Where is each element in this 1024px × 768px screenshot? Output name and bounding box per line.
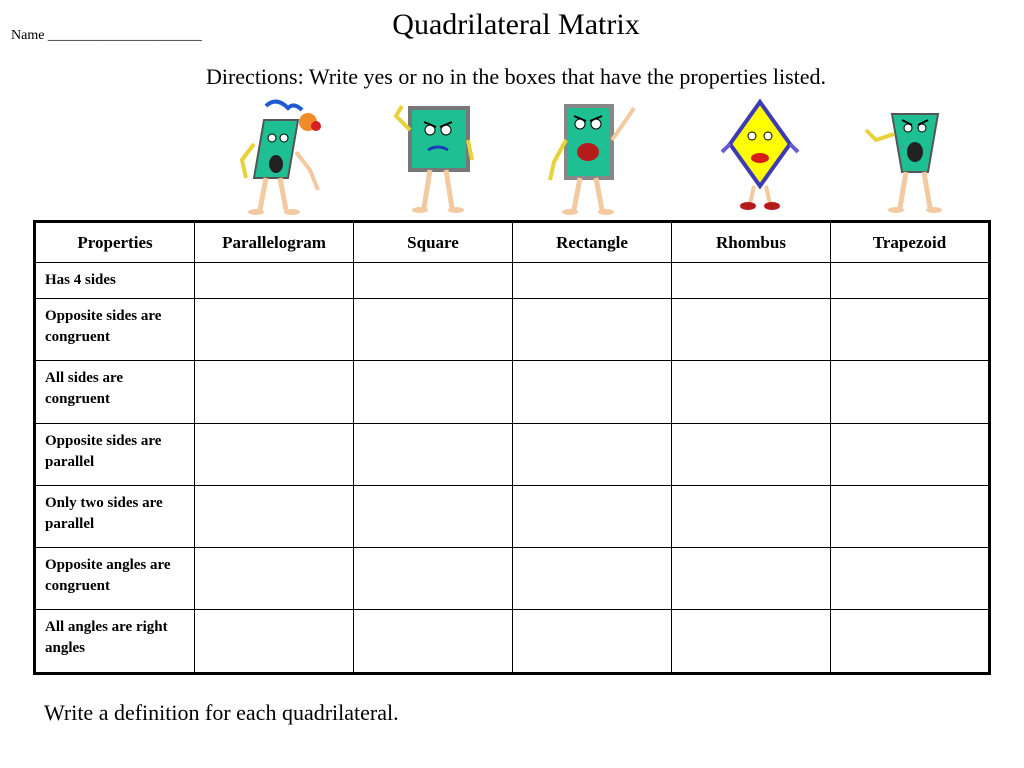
answer-cell[interactable]	[513, 548, 672, 610]
answer-cell[interactable]	[831, 361, 990, 423]
definition-prompt: Write a definition for each quadrilateral.	[44, 700, 399, 725]
column-header: Square	[354, 222, 513, 263]
parallelogram-character-icon	[236, 100, 332, 218]
table-row	[35, 485, 990, 547]
answer-cell[interactable]	[831, 610, 990, 674]
answer-cell[interactable]	[513, 610, 672, 674]
answer-cell[interactable]	[513, 299, 672, 361]
answer-cell[interactable]	[831, 485, 990, 547]
square-character-icon	[390, 100, 476, 218]
answer-cell[interactable]	[195, 299, 354, 361]
answer-cell[interactable]	[672, 485, 831, 547]
answer-cell[interactable]	[513, 423, 672, 485]
table-row	[35, 548, 990, 610]
answer-cell[interactable]	[354, 548, 513, 610]
answer-cell[interactable]	[195, 610, 354, 674]
answer-cell[interactable]	[354, 299, 513, 361]
property-label: All sides are congruent	[35, 361, 195, 423]
answer-cell[interactable]	[831, 423, 990, 485]
answer-cell[interactable]	[195, 263, 354, 299]
page-title: Quadrilateral Matrix	[392, 8, 640, 41]
property-label: Opposite angles are congruent	[35, 548, 195, 610]
property-label: Only two sides are parallel	[35, 485, 195, 547]
answer-cell[interactable]	[672, 423, 831, 485]
answer-cell[interactable]	[195, 485, 354, 547]
table-row	[35, 299, 990, 361]
answer-cell[interactable]	[354, 423, 513, 485]
directions-text: Directions: Write yes or no in the boxes that have the properties listed.	[205, 64, 827, 89]
answer-cell[interactable]	[195, 361, 354, 423]
table-row	[35, 263, 990, 299]
property-label: All angles are right angles	[35, 610, 195, 674]
name-line: Name ______________________	[11, 28, 202, 43]
answer-cell[interactable]	[831, 299, 990, 361]
answer-cell[interactable]	[195, 423, 354, 485]
answer-cell[interactable]	[831, 548, 990, 610]
rectangle-character-icon	[546, 100, 638, 218]
answer-cell[interactable]	[672, 361, 831, 423]
column-header: Properties	[35, 222, 195, 263]
answer-cell[interactable]	[672, 299, 831, 361]
property-label: Has 4 sides	[35, 263, 195, 299]
trapezoid-character-icon	[862, 100, 944, 218]
answer-cell[interactable]	[513, 361, 672, 423]
answer-cell[interactable]	[354, 263, 513, 299]
column-header: Trapezoid	[831, 222, 990, 263]
rhombus-character-icon	[720, 100, 800, 218]
column-header: Parallelogram	[195, 222, 354, 263]
property-label: Opposite sides are congruent	[35, 299, 195, 361]
answer-cell[interactable]	[831, 263, 990, 299]
quadrilateral-matrix-table	[33, 220, 991, 675]
table-row	[35, 610, 990, 674]
answer-cell[interactable]	[195, 548, 354, 610]
answer-cell[interactable]	[354, 361, 513, 423]
column-header: Rhombus	[672, 222, 831, 263]
answer-cell[interactable]	[672, 548, 831, 610]
answer-cell[interactable]	[513, 263, 672, 299]
answer-cell[interactable]	[354, 485, 513, 547]
column-header: Rectangle	[513, 222, 672, 263]
property-label: Opposite sides are parallel	[35, 423, 195, 485]
header-row	[35, 222, 990, 263]
table-row	[35, 423, 990, 485]
answer-cell[interactable]	[672, 610, 831, 674]
table-row	[35, 361, 990, 423]
answer-cell[interactable]	[513, 485, 672, 547]
answer-cell[interactable]	[354, 610, 513, 674]
answer-cell[interactable]	[672, 263, 831, 299]
